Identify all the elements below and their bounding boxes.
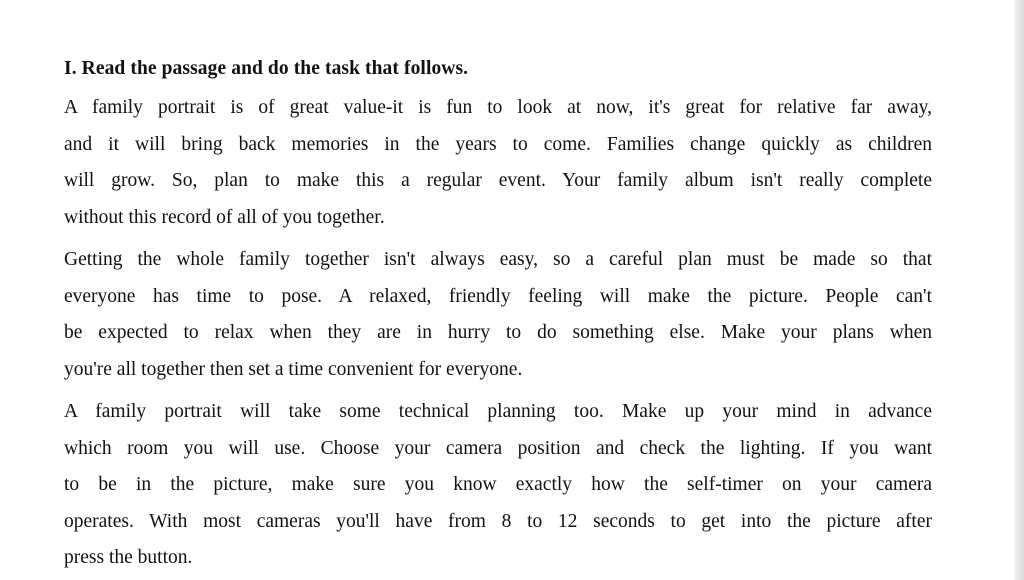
paragraph-line: be expected to relax when they are in hurry to do something else. Make your plans when [64, 322, 932, 343]
exercise-heading: I. Read the passage and do the task that follows. [64, 58, 469, 79]
paragraph-line: operates. With most cameras you'll have from 8 to 12 seconds to get into the picture after [64, 510, 932, 532]
paragraph-line: A family portrait is of great value-it is fun to look at now, it's great for relative far away, [64, 97, 932, 118]
passage-content [64, 54, 932, 580]
paragraph-line: A family portrait will take some technical planning too. Make up your mind in advance [64, 401, 932, 422]
paragraph-line: without this record of all of you together. [64, 206, 385, 228]
paragraph-line: and it will bring back memories in the years to come. Families change quickly as children [64, 133, 932, 155]
paragraph-1 [64, 90, 932, 236]
paragraph-line: which room you will use. Choose your camera position and check the lighting. If you want [64, 437, 932, 459]
paragraph-2 [64, 242, 932, 388]
paragraph-3 [64, 394, 932, 577]
paragraph-line: will grow. So, plan to make this a regular event. Your family album isn't really complete [64, 170, 932, 191]
paragraph-line: to be in the picture, make sure you know exactly how the self-timer on your camera [64, 474, 932, 495]
paragraph-line: Getting the whole family together isn't always easy, so a careful plan must be made so that [64, 249, 932, 270]
paragraph-line: you're all together then set a time convenient for everyone. [64, 358, 523, 380]
page-edge-shadow [1014, 0, 1024, 580]
paragraph-line: everyone has time to pose. A relaxed, friendly feeling will make the picture. People can't [64, 285, 932, 307]
paragraph-line: press the button. [64, 547, 193, 568]
